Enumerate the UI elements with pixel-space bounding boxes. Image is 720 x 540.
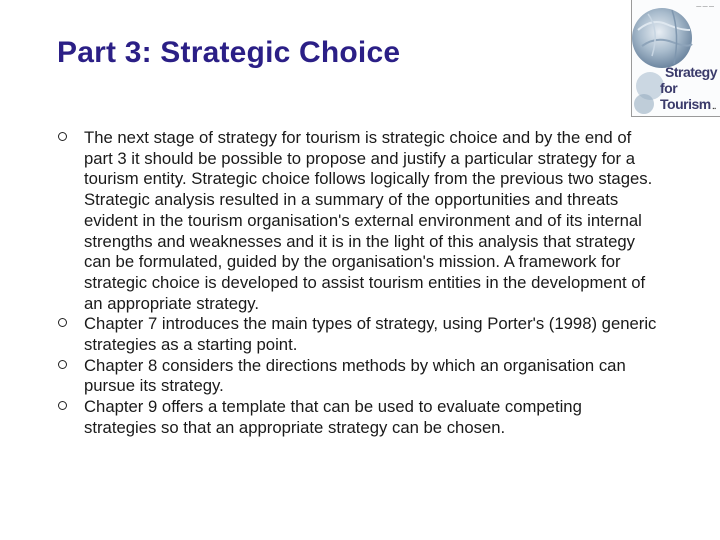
- cover-title-line1: Strategy: [665, 64, 718, 80]
- bullet-list: [57, 128, 657, 439]
- bullet-item: [57, 128, 657, 314]
- bullet-text: Chapter 8 considers the directions methods by which an organisation can pursue its strategy.: [84, 355, 626, 396]
- book-cover-image: [631, 0, 720, 117]
- cover-title-line2: for Tourism: [660, 80, 711, 112]
- bullet-text: The next stage of strategy for tourism is strategic choice and by the end of part 3 it should be possible to propose and justify a particular strategy for a tourism entity. Strategic choice follows logically from the previous two stages. Strategic analysis resulted in a summary of the opportunities and threats evident in the tourism organisation's external environment and of its internal strengths and weaknesses and it is in the light of this analysis that strategy can be formulated, guided by the organisation's mission. A framework for strategic choice is developed to assist tourism entities in the development of an appropriate strategy.: [84, 128, 653, 313]
- bullet-text: Chapter 7 introduces the main types of strategy, using Porter's (1998) generic strategies as a starting point.: [84, 314, 657, 355]
- hollow-circle-bullet-icon: [58, 360, 67, 369]
- slide-title: Part 3: Strategic Choice: [57, 36, 401, 69]
- cover-author-text: — — —: [696, 4, 714, 10]
- hollow-circle-bullet-icon: [58, 132, 67, 141]
- bullet-item: [57, 397, 657, 438]
- cover-publisher-mark: ▪▪: [712, 106, 716, 112]
- bullet-item: [57, 356, 657, 397]
- bullet-item: [57, 314, 657, 355]
- hollow-circle-bullet-icon: [58, 401, 67, 410]
- bullet-text: Chapter 9 offers a template that can be used to evaluate competing strategies so that an appropriate strategy can be chosen.: [84, 397, 582, 437]
- hollow-circle-bullet-icon: [58, 318, 67, 327]
